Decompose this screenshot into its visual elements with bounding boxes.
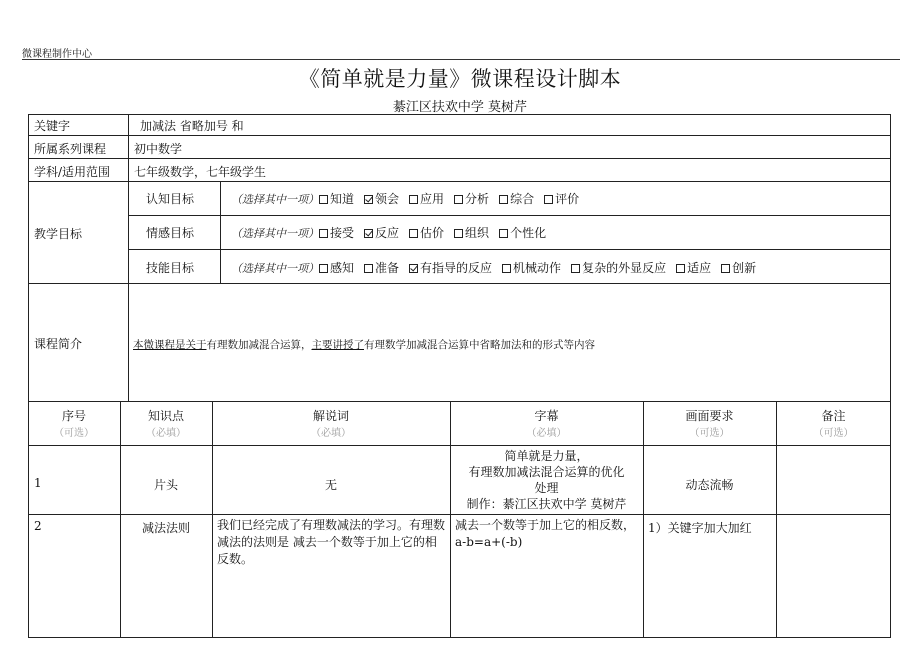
- row2-narration: 我们已经完成了有理数减法的学习。有理数减法的法则是 减去一个数等于加上它的相反数。: [217, 518, 446, 566]
- row1-visual: 动态流畅: [685, 478, 734, 492]
- col-header-narration-note: （必填）: [311, 428, 351, 439]
- goal-option-label: 应用: [420, 192, 445, 206]
- row2-point: 减法法则: [141, 521, 190, 535]
- intro-part1: 本微课程是关于: [133, 339, 207, 351]
- row1-subtitle-line: 处理: [534, 481, 559, 495]
- goal-option-label: 接受: [330, 226, 355, 240]
- subject-label: 学科/适用范围: [34, 165, 111, 179]
- checkbox-icon[interactable]: [454, 229, 463, 238]
- col-header-num-note: （可选）: [54, 428, 94, 439]
- checked-checkbox-icon[interactable]: [364, 195, 373, 204]
- goal-option[interactable]: [409, 261, 492, 275]
- checkbox-icon[interactable]: [721, 264, 730, 273]
- col-header-visual-title: 画面要求: [685, 409, 734, 423]
- goal-name-cognitive: 认知目标: [146, 192, 195, 206]
- goal-options-skill: [231, 259, 766, 276]
- checkbox-icon[interactable]: [502, 264, 511, 273]
- col-header-num: [28, 407, 120, 439]
- col-header-subtitle-title: 字幕: [534, 409, 559, 423]
- subject-value: 七年级数学，七年级学生: [134, 165, 267, 179]
- goal-hint: （选择其中一项）: [231, 193, 319, 206]
- checkbox-icon[interactable]: [364, 264, 373, 273]
- checkbox-icon[interactable]: [544, 195, 553, 204]
- checkbox-icon[interactable]: [319, 195, 328, 204]
- col-header-point: [120, 407, 212, 439]
- goal-option-label: 反应: [375, 226, 400, 240]
- row2-subtitle: 减去一个数等于加上它的相反数，a-b=a+(-b): [455, 518, 636, 549]
- goal-option[interactable]: [319, 261, 354, 275]
- checkbox-icon[interactable]: [409, 229, 418, 238]
- intro-part2: 有理数加减混合运算，: [206, 339, 312, 351]
- goal-option-label: 领会: [375, 192, 400, 206]
- col-header-point-title: 知识点: [147, 409, 184, 423]
- page-subtitle: 綦江区扶欢中学 莫树芹: [392, 100, 528, 115]
- goal-option[interactable]: [454, 192, 489, 206]
- row1-num: 1: [34, 476, 42, 490]
- goal-option[interactable]: [676, 261, 711, 275]
- goal-option-label: 创新: [732, 261, 757, 275]
- checkbox-icon[interactable]: [454, 195, 463, 204]
- checkbox-icon[interactable]: [319, 264, 328, 273]
- goal-option-label: 分析: [465, 192, 490, 206]
- row1-narration: 无: [324, 478, 337, 492]
- goal-option-label: 有指导的反应: [420, 261, 493, 275]
- goal-name-affective: 情感目标: [146, 226, 195, 240]
- col-header-note: [776, 407, 891, 439]
- col-header-num-title: 序号: [61, 409, 86, 423]
- col-header-narration: [212, 407, 450, 439]
- intro-part4: 有理数学加减混合运算中省略加法和的形式等内容: [364, 339, 595, 351]
- checked-checkbox-icon[interactable]: [409, 264, 418, 273]
- goal-option-label: 机械动作: [513, 261, 562, 275]
- header-rule: [22, 59, 900, 60]
- goal-option-label: 综合: [510, 192, 535, 206]
- series-value: 初中数学: [134, 142, 183, 156]
- header-note: 微课程制作中心: [22, 49, 92, 60]
- goal-option[interactable]: [364, 192, 399, 206]
- keyword-value: 加减法 省略加号 和: [140, 119, 244, 133]
- goal-name-skill: 技能目标: [146, 261, 195, 275]
- goal-option[interactable]: [409, 192, 444, 206]
- intro-part3: 主要讲授了: [311, 339, 364, 351]
- intro-text: [133, 337, 595, 352]
- goal-hint: （选择其中一项）: [231, 227, 319, 240]
- goal-options-affective: [231, 224, 556, 241]
- keyword-label: 关键字: [34, 119, 71, 133]
- row1-subtitle-line: 有理数加减法混合运算的优化: [468, 465, 625, 479]
- goal-option-label: 组织: [465, 226, 490, 240]
- col-header-narration-title: 解说词: [312, 409, 349, 423]
- col-header-note-note: （可选）: [813, 428, 854, 439]
- col-header-subtitle: [450, 407, 643, 439]
- goal-option[interactable]: [319, 226, 354, 240]
- col-header-subtitle-note: （必填）: [526, 428, 567, 439]
- goal-option-label: 评价: [555, 192, 580, 206]
- row1-subtitle-line: 简单就是力量，: [504, 449, 589, 463]
- goal-option[interactable]: [409, 226, 444, 240]
- goal-option[interactable]: [721, 261, 756, 275]
- goal-options-cognitive: [231, 190, 589, 207]
- goal-option[interactable]: [364, 261, 399, 275]
- goal-option-label: 估价: [420, 226, 445, 240]
- checkbox-icon[interactable]: [409, 195, 418, 204]
- goal-option-label: 适应: [687, 261, 712, 275]
- goal-option[interactable]: [571, 261, 666, 275]
- row1-subtitle: [450, 448, 643, 512]
- goal-option[interactable]: [499, 192, 534, 206]
- col-header-point-note: （必填）: [146, 428, 186, 439]
- row1-point: 片头: [153, 478, 178, 492]
- checked-checkbox-icon[interactable]: [364, 229, 373, 238]
- col-header-visual-note: （可选）: [689, 428, 730, 439]
- checkbox-icon[interactable]: [571, 264, 580, 273]
- goal-option-label: 感知: [330, 261, 355, 275]
- goal-option-label: 复杂的外显反应: [582, 261, 667, 275]
- intro-label: 课程简介: [34, 337, 83, 351]
- goal-hint: （选择其中一项）: [231, 262, 319, 275]
- page-title: 《简单就是力量》微课程设计脚本: [298, 67, 622, 91]
- checkbox-icon[interactable]: [499, 229, 508, 238]
- goal-option[interactable]: [454, 226, 489, 240]
- goal-option-label: 个性化: [510, 226, 547, 240]
- goal-option[interactable]: [544, 192, 579, 206]
- checkbox-icon[interactable]: [319, 229, 328, 238]
- series-label: 所属系列课程: [34, 142, 107, 156]
- goal-option-label: 知道: [330, 192, 355, 206]
- design-sheet: [28, 114, 891, 638]
- goal-option[interactable]: [499, 226, 546, 240]
- col-header-visual: [643, 407, 776, 439]
- col-header-note-title: 备注: [821, 409, 846, 423]
- row2-visual: 1）关键字加大加红: [648, 521, 752, 535]
- goal-option-label: 准备: [375, 261, 400, 275]
- goals-label: 教学目标: [34, 227, 83, 241]
- checkbox-icon[interactable]: [676, 264, 685, 273]
- row2-num: 2: [34, 519, 42, 533]
- row1-subtitle-line: 制作：綦江区扶欢中学 莫树芹: [466, 497, 627, 511]
- goal-option[interactable]: [364, 226, 399, 240]
- goal-option[interactable]: [502, 261, 561, 275]
- checkbox-icon[interactable]: [499, 195, 508, 204]
- goal-option[interactable]: [319, 192, 354, 206]
